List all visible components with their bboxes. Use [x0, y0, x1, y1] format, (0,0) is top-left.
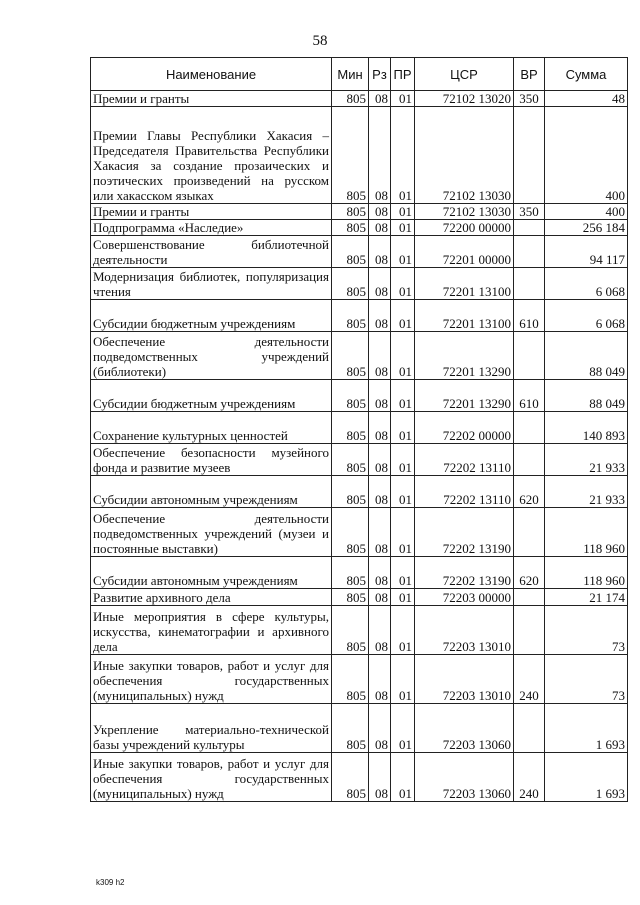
row-sum: 88 049	[545, 332, 628, 380]
footer-code: k309 h2	[96, 878, 125, 887]
row-min: 805	[332, 606, 369, 655]
row-vr: 350	[514, 204, 545, 220]
row-min: 805	[332, 204, 369, 220]
header-rz: Рз	[369, 58, 391, 91]
page-number: 58	[312, 33, 328, 49]
row-csr: 72203 13010	[415, 606, 514, 655]
row-name: Иные закупки товаров, работ и услуг для обеспечения государственных (муниципальных) нужд	[91, 655, 332, 704]
row-pr: 01	[391, 444, 415, 476]
row-csr: 72102 13030	[415, 204, 514, 220]
row-sum: 6 068	[545, 268, 628, 300]
table-row	[91, 300, 628, 332]
row-vr	[514, 444, 545, 476]
row-vr: 620	[514, 557, 545, 589]
row-rz: 08	[369, 268, 391, 300]
row-pr: 01	[391, 236, 415, 268]
row-csr: 72102 13020	[415, 91, 514, 107]
table-row	[91, 204, 628, 220]
table-row	[91, 236, 628, 268]
row-min: 805	[332, 557, 369, 589]
row-min: 805	[332, 655, 369, 704]
row-sum: 1 693	[545, 704, 628, 753]
row-csr: 72203 13060	[415, 753, 514, 802]
table-row	[91, 332, 628, 380]
header-min: Мин	[332, 58, 369, 91]
row-csr: 72102 13030	[415, 107, 514, 204]
row-sum: 48	[545, 91, 628, 107]
row-csr: 72202 13110	[415, 476, 514, 508]
row-sum: 118 960	[545, 508, 628, 557]
row-sum: 21 933	[545, 476, 628, 508]
row-csr: 72203 13010	[415, 655, 514, 704]
row-csr: 72200 00000	[415, 220, 514, 236]
row-rz: 08	[369, 655, 391, 704]
row-pr: 01	[391, 268, 415, 300]
row-rz: 08	[369, 236, 391, 268]
row-min: 805	[332, 476, 369, 508]
row-name: Совершенствование библиотечной деятельности	[91, 236, 332, 268]
table-row	[91, 655, 628, 704]
row-vr	[514, 589, 545, 606]
row-rz: 08	[369, 508, 391, 557]
row-pr: 01	[391, 753, 415, 802]
row-csr: 72201 13290	[415, 380, 514, 412]
row-csr: 72201 13100	[415, 268, 514, 300]
row-min: 805	[332, 412, 369, 444]
row-name: Премии и гранты	[91, 91, 332, 107]
table-row	[91, 508, 628, 557]
row-name: Модернизация библиотек, популяризация чтения	[91, 268, 332, 300]
row-min: 805	[332, 91, 369, 107]
row-rz: 08	[369, 107, 391, 204]
row-rz: 08	[369, 380, 391, 412]
table-row	[91, 412, 628, 444]
row-pr: 01	[391, 332, 415, 380]
row-name: Иные закупки товаров, работ и услуг для обеспечения государственных (муниципальных) нужд	[91, 753, 332, 802]
row-sum: 21 174	[545, 589, 628, 606]
row-pr: 01	[391, 606, 415, 655]
row-sum: 73	[545, 655, 628, 704]
row-csr: 72203 13060	[415, 704, 514, 753]
header-sum: Сумма	[545, 58, 628, 91]
row-min: 805	[332, 300, 369, 332]
row-name: Иные мероприятия в сфере культуры, искусства, кинематографии и архивного дела	[91, 606, 332, 655]
row-name: Обеспечение безопасности музейного фонда и развитие музеев	[91, 444, 332, 476]
row-sum: 118 960	[545, 557, 628, 589]
row-rz: 08	[369, 704, 391, 753]
row-pr: 01	[391, 204, 415, 220]
table-row	[91, 268, 628, 300]
row-min: 805	[332, 332, 369, 380]
row-name: Премии и гранты	[91, 204, 332, 220]
row-sum: 6 068	[545, 300, 628, 332]
row-name: Обеспечение деятельности подведомственных учреждений (библиотеки)	[91, 332, 332, 380]
row-sum: 400	[545, 204, 628, 220]
row-name: Премии Главы Республики Хакасия – Председателя Правительства Республики Хакасия за создание прозаических и поэтических произведений на русском или хакасском языках	[91, 107, 332, 204]
table-row	[91, 589, 628, 606]
row-min: 805	[332, 268, 369, 300]
row-vr: 240	[514, 655, 545, 704]
row-vr	[514, 704, 545, 753]
row-name: Развитие архивного дела	[91, 589, 332, 606]
table-row	[91, 220, 628, 236]
table-row	[91, 704, 628, 753]
row-name: Сохранение культурных ценностей	[91, 412, 332, 444]
row-vr	[514, 236, 545, 268]
row-pr: 01	[391, 220, 415, 236]
row-name: Субсидии бюджетным учреждениям	[91, 300, 332, 332]
header-csr: ЦСР	[415, 58, 514, 91]
row-pr: 01	[391, 704, 415, 753]
row-vr	[514, 332, 545, 380]
row-sum: 94 117	[545, 236, 628, 268]
row-min: 805	[332, 444, 369, 476]
row-rz: 08	[369, 557, 391, 589]
row-name: Обеспечение деятельности подведомственных учреждений (музеи и постоянные выставки)	[91, 508, 332, 557]
row-vr	[514, 606, 545, 655]
row-sum: 21 933	[545, 444, 628, 476]
row-sum: 1 693	[545, 753, 628, 802]
row-rz: 08	[369, 332, 391, 380]
row-rz: 08	[369, 220, 391, 236]
row-csr: 72202 13190	[415, 508, 514, 557]
row-name: Субсидии автономным учреждениям	[91, 476, 332, 508]
row-min: 805	[332, 380, 369, 412]
row-rz: 08	[369, 444, 391, 476]
row-vr: 350	[514, 91, 545, 107]
row-min: 805	[332, 508, 369, 557]
row-name: Подпрограмма «Наследие»	[91, 220, 332, 236]
table-row	[91, 753, 628, 802]
row-name: Субсидии бюджетным учреждениям	[91, 380, 332, 412]
table-row	[91, 606, 628, 655]
row-pr: 01	[391, 476, 415, 508]
row-rz: 08	[369, 412, 391, 444]
row-csr: 72201 13100	[415, 300, 514, 332]
row-name: Субсидии автономным учреждениям	[91, 557, 332, 589]
row-vr	[514, 412, 545, 444]
row-vr	[514, 107, 545, 204]
row-pr: 01	[391, 557, 415, 589]
row-min: 805	[332, 753, 369, 802]
row-min: 805	[332, 704, 369, 753]
row-rz: 08	[369, 753, 391, 802]
row-sum: 140 893	[545, 412, 628, 444]
row-rz: 08	[369, 589, 391, 606]
row-vr	[514, 508, 545, 557]
row-pr: 01	[391, 655, 415, 704]
row-pr: 01	[391, 91, 415, 107]
table-row	[91, 380, 628, 412]
row-pr: 01	[391, 107, 415, 204]
row-vr: 610	[514, 380, 545, 412]
row-pr: 01	[391, 508, 415, 557]
row-csr: 72201 00000	[415, 236, 514, 268]
budget-table	[90, 57, 628, 802]
table-header-row	[91, 58, 628, 91]
table-row	[91, 557, 628, 589]
row-vr: 610	[514, 300, 545, 332]
row-sum: 88 049	[545, 380, 628, 412]
header-vr: ВР	[514, 58, 545, 91]
row-min: 805	[332, 220, 369, 236]
row-pr: 01	[391, 380, 415, 412]
row-sum: 400	[545, 107, 628, 204]
row-sum: 73	[545, 606, 628, 655]
header-pr: ПР	[391, 58, 415, 91]
row-csr: 72202 13110	[415, 444, 514, 476]
row-rz: 08	[369, 606, 391, 655]
row-vr: 240	[514, 753, 545, 802]
row-pr: 01	[391, 589, 415, 606]
table-body	[91, 91, 628, 802]
row-rz: 08	[369, 300, 391, 332]
row-min: 805	[332, 589, 369, 606]
table-row	[91, 444, 628, 476]
row-min: 805	[332, 107, 369, 204]
table-row	[91, 476, 628, 508]
row-name: Укрепление материально-технической базы учреждений культуры	[91, 704, 332, 753]
row-vr	[514, 220, 545, 236]
row-min: 805	[332, 236, 369, 268]
header-name: Наименование	[91, 58, 332, 91]
row-vr: 620	[514, 476, 545, 508]
row-sum: 256 184	[545, 220, 628, 236]
row-vr	[514, 268, 545, 300]
row-csr: 72202 13190	[415, 557, 514, 589]
row-pr: 01	[391, 412, 415, 444]
row-rz: 08	[369, 204, 391, 220]
table-row	[91, 91, 628, 107]
row-rz: 08	[369, 476, 391, 508]
row-csr: 72203 00000	[415, 589, 514, 606]
row-rz: 08	[369, 91, 391, 107]
row-csr: 72201 13290	[415, 332, 514, 380]
row-pr: 01	[391, 300, 415, 332]
table-row	[91, 107, 628, 204]
row-csr: 72202 00000	[415, 412, 514, 444]
